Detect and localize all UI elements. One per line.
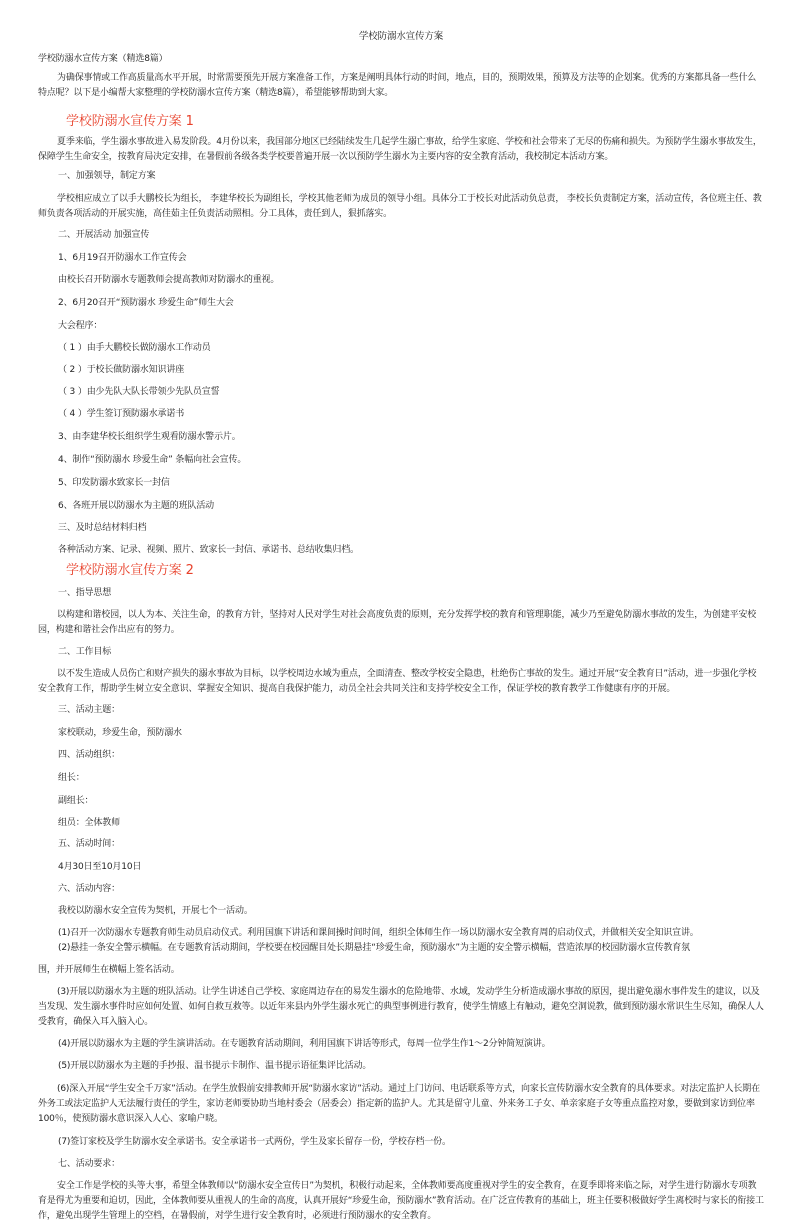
s2-content-2b: 围，并开展师生在横幅上签名活动。 bbox=[38, 965, 180, 975]
document-title: 学校防溺水宣传方案 bbox=[358, 31, 444, 42]
s2-content-1: (1)召开一次防溺水专题教育师生动员启动仪式。利用国旗下讲话和课间操时间时间，组织全体师生作一场以防溺水安全教育周的启动仪式，并做相关安全知识宣讲。 bbox=[58, 928, 699, 938]
s2-heading-4: 四、活动组织： bbox=[58, 750, 120, 760]
s1-program-3: （ 3 ）由少先队大队长带领少先队员宣誓 bbox=[58, 387, 220, 397]
document-subtitle: 学校防溺水宣传方案（精选8篇） bbox=[38, 54, 168, 64]
s1-item-3: 3、由李建华校长组织学生观看防溺水警示片。 bbox=[58, 432, 241, 442]
s2-org-deputy: 副组长： bbox=[58, 796, 94, 806]
s2-content-4: (4)开展以防溺水为主题的学生演讲活动。在专题教育活动期间，利用国旗下讲话等形式，每周一位学生作1～2分钟简短演讲。 bbox=[58, 1039, 551, 1049]
section-1-heading: 学校防溺水宣传方案 1 bbox=[66, 114, 194, 129]
s2-org-members: 组员：全体教师 bbox=[58, 818, 120, 828]
s2-content-2a: (2)悬挂一条安全警示横幅。在专题教育活动期间，学校要在校园醒目处长期悬挂“珍爱生命，预防溺水”为主题的安全警示横幅，营造浓厚的校园防溺水宣传教育氛 bbox=[58, 943, 690, 953]
s2-paragraph-7: 安全工作是学校的头等大事，希望全体教师以“防溺水安全宣传日”为契机，积极行动起来，全体教师要高度重视对学生的安全教育，在夏季即将来临之际，对学生进行防溺水专项教育是得尤为重要和迫切，因此，全体教师要从重视人的生命的高度，认真开展好“珍爱生命，预防溺水”教育活动。在广泛宣传教育的基础上，班主任要积极做好学生离校时与家长的衔接工作，避免出现学生管理上的空档，在暑假前，对学生进行安全教育时，必须进行预防溺水的安全教育。 bbox=[38, 1181, 764, 1221]
s2-content-6: (6)深入开展“学生安全千万家”活动。在学生放假前安排教师开展“防溺水家访”活动。通过上门访问、电话联系等方式，向家长宣传防溺水安全教育的具体要求。对法定监护人长期在外务工或法定监护人无法履行责任的学生，家访老师要协助当地村委会（居委会）指定新的监护人。尤其是留守儿童、外来务工子女、单亲家庭子女等重点监控对象，要做到家访到位率100％，使预防溺水意识深入人心、家喻户晓。 bbox=[38, 1084, 760, 1124]
s1-item-4: 4、制作“预防溺水 珍爱生命” 条幅向社会宣传。 bbox=[58, 455, 247, 465]
s2-heading-5: 五、活动时间： bbox=[58, 839, 120, 849]
s1-program-1: （ 1 ）由手大鹏校长做防溺水工作动员 bbox=[58, 343, 211, 353]
s1-program-4: （ 4 ）学生签订预防溺水承诺书 bbox=[58, 409, 185, 419]
s1-paragraph-2: 学校相应成立了以手大鹏校长为组长， 李建华校长为副组长，学校其他老师为成员的领导小组。具体分工于校长对此活动负总责， 李校长负责制定方案，活动宣传，各位班主任、教师负责各项活动的开展实施，高佳茹主任负责活动照相。分工具体，责任到人，狠抓落实。 bbox=[38, 194, 762, 219]
s2-paragraph-1: 以构建和谐校园，以人为本、关注生命，的教育方针，坚持对人民对学生对社会高度负责的原则，充分发挥学校的教育和管理职能，减少乃至避免防溺水事故的发生，为创建平安校园，构建和谐社会作出应有的努力。 bbox=[38, 610, 757, 635]
s2-paragraph-2: 以不发生造成人员伤亡和财产损失的溺水事故为目标，以学校周边水域为重点，全面清查、整改学校安全隐患，杜绝伤亡事故的发生。通过开展“安全教育日”活动，进一步强化学校安全教育工作，帮助学生树立安全意识、掌握安全知识、提高自我保护能力，动员全社会共同关注和支持学校安全工作，保证学校的教育教学工作健康有序的开展。 bbox=[38, 669, 757, 694]
s2-heading-2: 二、工作目标 bbox=[58, 647, 112, 657]
s2-content-7: (7)签订家校及学生防溺水安全承诺书。安全承诺书一式两份，学生及家长留存一份，学校存档一份。 bbox=[58, 1137, 451, 1147]
s1-item-6: 6、各班开展以防溺水为主题的班队活动 bbox=[58, 501, 215, 511]
s2-content-0: 我校以防溺水安全宣传为契机，开展七个一活动。 bbox=[58, 906, 253, 916]
s1-paragraph-1: 夏季来临，学生溺水事故进入易发阶段。4月份以来，我国部分地区已经陆续发生几起学生溺亡事故，给学生家庭、学校和社会带来了无尽的伤痛和损失。为预防学生溺水事故发生，保障学生生命安全，按教育局决定安排，在暑假前各级各类学校要普遍开展一次以预防学生溺水为主要内容的安全教育活动，我校制定本活动方案。 bbox=[38, 137, 762, 162]
s2-content-3: (3)开展以防溺水为主题的班队活动。让学生讲述自己学校、家庭周边存在的易发生溺水的危险地带、水域，发动学生分析造成溺水事故的原因，提出避免溺水事件发生的建议，以及当发现、发生溺水事件时应如何处置、如何自救互救等。以近年来县内外学生溺水死亡的典型事例进行教育，使学生情感上有触动，避免空洞说教，做到预防溺水常识生生尽知，确保人人受教育，确保入耳入脑入心。 bbox=[38, 987, 764, 1027]
s2-org-leader: 组长： bbox=[58, 773, 85, 783]
s1-item-5: 5、印发防溺水致家长一封信 bbox=[58, 478, 170, 488]
s2-heading-7: 七、活动要求： bbox=[58, 1159, 120, 1169]
s2-content-5: (5)开展以防溺水为主题的手抄报、温书提示卡制作、温书提示语征集评比活动。 bbox=[58, 1061, 372, 1071]
s1-item-2: 2、6月20召开“预防溺水 珍爱生命”师生大会 bbox=[58, 298, 234, 308]
s2-heading-1: 一、指导思想 bbox=[58, 588, 112, 598]
section-2-heading: 学校防溺水宣传方案 2 bbox=[66, 563, 194, 578]
s1-heading-2: 二、开展活动 加强宣传 bbox=[58, 230, 150, 240]
s2-paragraph-3: 家校联动，珍爱生命，预防溺水 bbox=[58, 728, 182, 738]
s2-heading-6: 六、活动内容： bbox=[58, 884, 120, 894]
s1-paragraph-3: 各种活动方案、记录、视频、照片、致家长一封信、承诺书、总结收集归档。 bbox=[58, 545, 359, 555]
s2-heading-3: 三、活动主题： bbox=[58, 705, 120, 715]
s1-heading-3: 三、及时总结材料归档 bbox=[58, 523, 147, 533]
intro-paragraph: 为确保事情或工作高质量高水平开展，时常需要预先开展方案准备工作，方案是阐明具体行动的时间，地点，目的，预期效果，预算及方法等的企划案。优秀的方案都具备一些什么特点呢？以下是小编帮大家整理的学校防溺水宣传方案（精选8篇），希望能够帮助到大家。 bbox=[38, 73, 757, 98]
s1-program-2: （ 2 ）于校长做防溺水知识讲座 bbox=[58, 365, 185, 375]
s1-item-2-detail: 大会程序： bbox=[58, 321, 103, 331]
s1-item-1-detail: 由校长召开防溺水专题教师会提高教师对防溺水的重视。 bbox=[58, 275, 280, 285]
s1-item-1: 1、6月19召开防溺水工作宣传会 bbox=[58, 253, 187, 263]
s1-heading-1: 一、加强领导，制定方案 bbox=[58, 171, 156, 181]
s2-time: 4月30日至10月10日 bbox=[58, 862, 142, 872]
